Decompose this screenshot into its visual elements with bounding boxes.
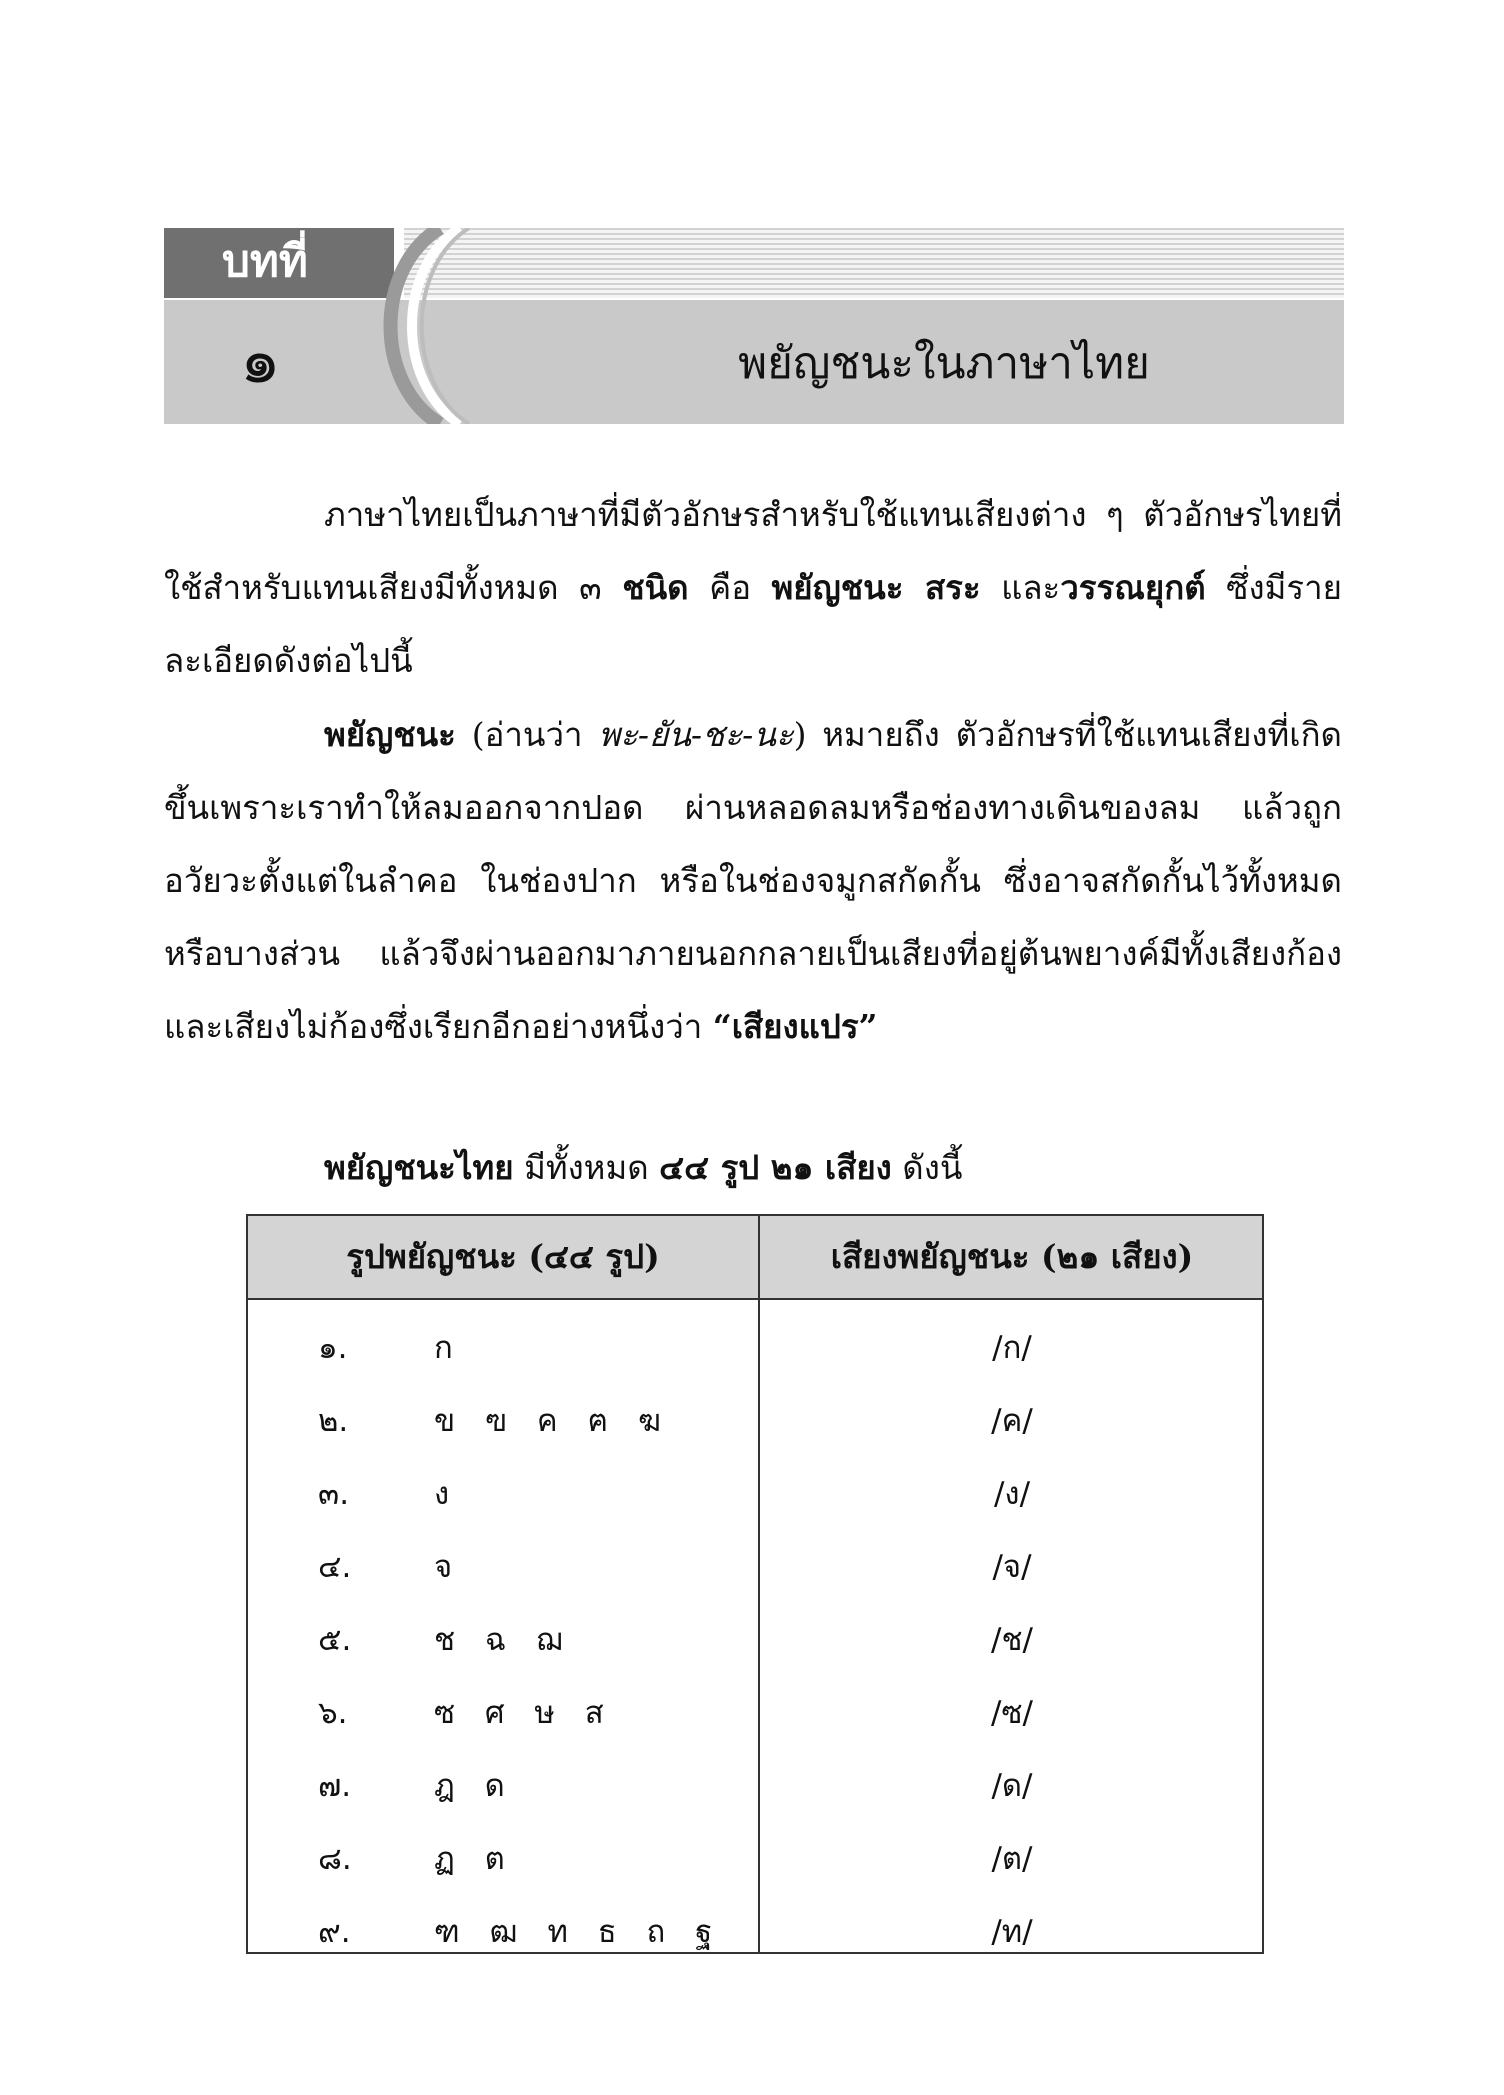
row-sound: /ด/ — [991, 1768, 1033, 1804]
row-sound: /ง/ — [993, 1476, 1031, 1512]
table-header — [248, 1216, 1262, 1300]
row-letters: ฑ ฒ ท ธ ถ ฐ — [434, 1914, 713, 1950]
definition-text: (อ่านว่า — [455, 715, 599, 754]
row-number: ๓. — [318, 1476, 350, 1512]
table-row — [248, 1750, 1262, 1823]
chapter-banner — [164, 228, 1344, 424]
table-row — [248, 1677, 1262, 1750]
row-sound: /ช/ — [991, 1622, 1033, 1658]
row-number: ๕. — [318, 1622, 352, 1658]
definition-reading: พะ-ยัน-ชะ-นะ — [598, 715, 794, 754]
definition-text: ตัวอักษรที่ใช้แทนเสียงที่เกิดขึ้นเพราะเราทำให้ลมออกจากปอด ผ่านหลอดลมหรือช่องทางเดินของลม แล้วถูกอวัยวะตั้งแต่ในลำคอ ในช่องปาก หรือในช่องจมูกสกัดกั้น ซึ่งอาจสกัดกั้นไว้ทั้งหมดหรือบางส่วน แล้วจึงผ่านออกมาภายนอกกลายเป็นเสียงที่อยู่ต้นพยางค์มีทั้งเสียงก้องและเสียงไม่ก้องซึ่งเรียกอีกอย่างหนึ่งว่า — [164, 715, 1342, 1046]
intro-text: ซึ่งมีรายละเอียดดังต่อไปนี้ — [164, 568, 1342, 680]
table-row — [248, 1823, 1262, 1896]
row-letters: ข ฃ ค ฅ ฆ — [434, 1403, 662, 1439]
table-intro — [324, 1138, 962, 1198]
row-number: ๖. — [318, 1695, 348, 1731]
header-consonant-forms: รูปพยัญชนะ (๔๔ รูป) — [346, 1237, 660, 1276]
row-number: ๒. — [318, 1403, 349, 1439]
row-letters: จ — [434, 1549, 453, 1585]
table-row — [248, 1896, 1262, 1969]
intro-text: คือ — [688, 568, 772, 607]
row-letters: ง — [434, 1476, 450, 1512]
intro-text: ภาษาไทยเป็นภาษาที่มีตัวอักษรสำหรับใช้แทนเสียงต่าง ๆ ตัวอักษรไทยที่ใช้สำหรับแทนเสียงมีทั้งหมด ๓ — [164, 495, 1342, 607]
row-number: ๗. — [318, 1768, 352, 1804]
intro-paragraph — [164, 478, 1342, 697]
row-letters: ช ฉ ฌ — [434, 1622, 563, 1658]
row-sound: /ก/ — [992, 1330, 1032, 1366]
row-number: ๔. — [318, 1549, 352, 1585]
intro-bold-type-count: ชนิด — [622, 568, 689, 607]
row-sound: /ซ/ — [991, 1695, 1033, 1731]
header-consonant-sounds: เสียงพยัญชนะ (๒๑ เสียง) — [830, 1237, 1194, 1276]
table-row — [248, 1385, 1262, 1458]
chapter-label: บทที่ — [222, 236, 308, 287]
chapter-title: พยัญชนะในภาษาไทย — [738, 338, 1150, 389]
intro-bold-types: พยัญชนะ สระ — [771, 568, 981, 607]
chapter-number: ๑ — [240, 324, 281, 398]
table-intro-bold: พยัญชนะไทย — [324, 1148, 514, 1187]
definition-bold-term: “เสียงแปร” — [712, 1007, 878, 1046]
table-intro-text: ดังนี้ — [891, 1148, 963, 1187]
table-row — [248, 1458, 1262, 1531]
table-intro-count: ๔๔ รูป ๒๑ เสียง — [659, 1148, 892, 1187]
row-number: ๙. — [318, 1914, 351, 1950]
banner-curve-decoration — [164, 228, 1344, 424]
row-sound: /ค/ — [991, 1403, 1033, 1439]
row-letters: ฏ ต — [434, 1841, 505, 1877]
row-number: ๘. — [318, 1841, 352, 1877]
row-number: ๑. — [318, 1330, 348, 1366]
row-sound: /ท/ — [991, 1914, 1033, 1950]
intro-bold-tone: วรรณยุกต์ — [1060, 568, 1206, 607]
definition-term: พยัญชนะ — [324, 715, 456, 754]
row-sound: /ต/ — [991, 1841, 1033, 1877]
row-letters: ฎ ด — [434, 1768, 505, 1804]
definition-paragraph — [164, 698, 1342, 1063]
intro-text: และ — [980, 568, 1061, 607]
row-letters: ก — [434, 1330, 453, 1366]
definition-text: ) หมายถึง — [793, 715, 956, 754]
table-row — [248, 1604, 1262, 1677]
row-letters: ซ ศ ษ ส — [434, 1695, 604, 1731]
row-sound: /จ/ — [992, 1549, 1032, 1585]
consonant-table — [246, 1214, 1264, 1954]
table-intro-text: มีทั้งหมด — [513, 1148, 660, 1187]
table-body — [248, 1312, 1262, 1969]
table-row — [248, 1312, 1262, 1385]
table-row — [248, 1531, 1262, 1604]
